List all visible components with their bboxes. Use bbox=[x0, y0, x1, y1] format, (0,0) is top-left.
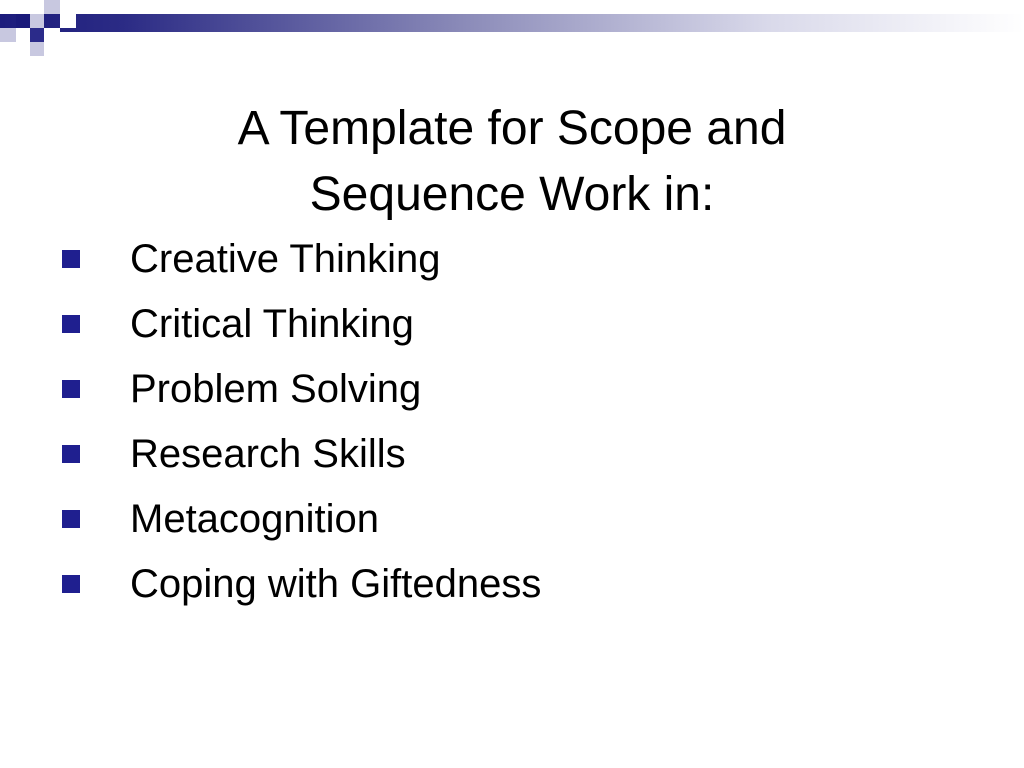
bullet-item bbox=[62, 291, 541, 356]
slide-title bbox=[112, 96, 912, 228]
square-bullet-icon bbox=[62, 380, 80, 398]
checker-squares-icon bbox=[0, 0, 80, 64]
bullet-text: Creative Thinking bbox=[130, 236, 441, 281]
header-gradient-bar bbox=[0, 14, 1024, 32]
square-bullet-icon bbox=[62, 315, 80, 333]
square-bullet-icon bbox=[62, 575, 80, 593]
slide-title-line-2: Sequence Work in: bbox=[309, 168, 715, 222]
bullet-text: Problem Solving bbox=[130, 366, 422, 411]
square-bullet-icon bbox=[62, 510, 80, 528]
bullet-text: Research Skills bbox=[130, 431, 406, 476]
square-bullet-icon bbox=[62, 250, 80, 268]
bullet-text: Metacognition bbox=[130, 496, 380, 541]
square-bullet-icon bbox=[62, 445, 80, 463]
bullet-text: Coping with Giftedness bbox=[130, 561, 542, 606]
bullet-item bbox=[62, 421, 541, 486]
bullet-item bbox=[62, 486, 541, 551]
bullet-item bbox=[62, 226, 541, 291]
bullet-text: Critical Thinking bbox=[130, 301, 414, 346]
slide-title-line-1: A Template for Scope and bbox=[237, 102, 787, 156]
bullet-item bbox=[62, 356, 541, 421]
bullet-item bbox=[62, 551, 541, 616]
bullet-list bbox=[62, 226, 541, 616]
